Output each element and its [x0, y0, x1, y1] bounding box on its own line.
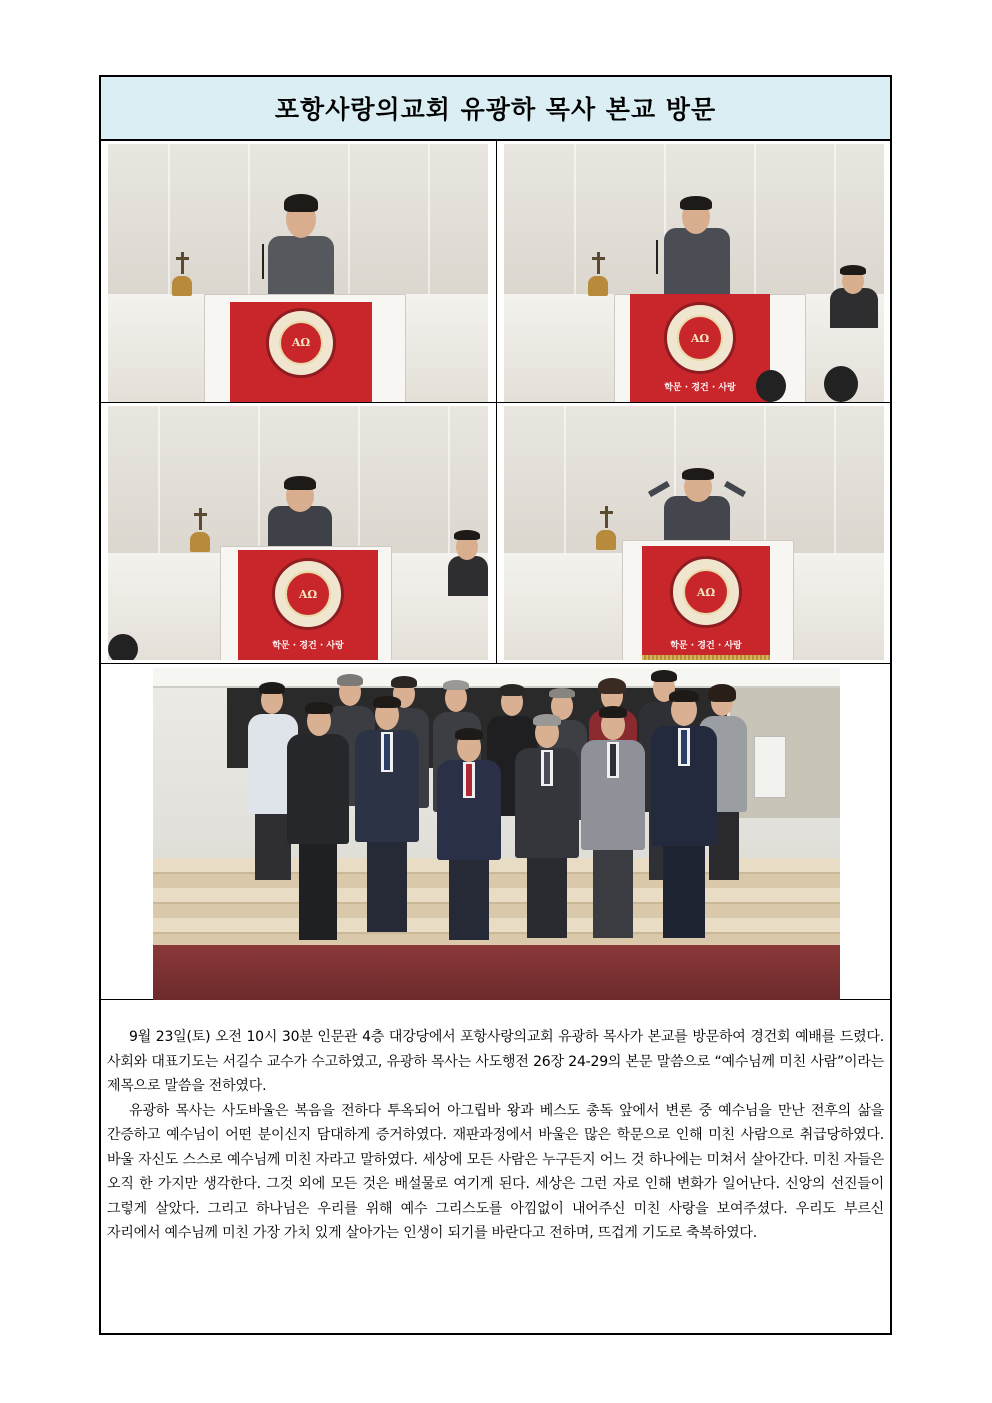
bell-icon [596, 530, 616, 550]
photo-preacher-1 [108, 144, 488, 402]
bell-icon [588, 276, 608, 296]
bell-icon [190, 532, 210, 552]
audience-head [108, 634, 138, 660]
university-seal-icon: AΩ [670, 556, 742, 628]
microphone-icon [262, 244, 264, 279]
article-paragraph-1: 9월 23일(토) 오전 10시 30분 인문관 4층 대강당에서 포항사랑의교회 유광하 목사가 본교를 방문하여 경건회 예배를 드렸다. 사회와 대표기도는 서길수 교수가 수고하였고, 유광하 목사는 사도행전 26장 24-29의 본문 말씀으로 “예수님께 미친 사람”이라는 제목으로 말씀을 전하였다. [107, 1029, 884, 1094]
page-title: 포항사랑의교회 유광하 목사 본교 방문 [274, 95, 717, 124]
article-body [101, 1001, 890, 1331]
air-conditioner [754, 736, 786, 798]
university-banner: AΩ 학문 · 경건 · 사랑 [642, 546, 770, 660]
university-seal-icon [266, 308, 336, 378]
photo-benediction [504, 406, 884, 660]
audience-head [824, 366, 858, 402]
photo-preacher-2 [504, 144, 884, 402]
photo-grid [101, 141, 890, 663]
banner-motto: 학문 · 경건 · 사랑 [664, 383, 736, 393]
university-seal-icon: AΩ [664, 302, 736, 374]
photo-image [108, 144, 488, 402]
title-bar [101, 77, 890, 141]
university-banner [630, 294, 770, 402]
group-photo [153, 668, 840, 1000]
carpet [153, 945, 840, 1000]
article-paragraph-2: 유광하 목사는 사도바울은 복음을 전하다 투옥되어 아그립바 왕과 베스도 총독 앞에서 변론 중 예수님을 만난 전후의 삶을 간증하고 예수님이 어떤 분이신지 담대하게 증거하였다. 재판과정에서 바울은 많은 학문으로 인해 미친 사람으로 취급당하였다. 바울 자신도 스스로 예수님께 미친 자라고 말하였다. 세상에 모든 사람은 누구든지 어느 것 하나에는 미쳐서 살아간다. 미친 자들은 오직 한 가지만 생각한다. 그것 외에 모든 것은 배설물로 여기게 된다. 세상은 그런 자로 인해 변화가 일어난다. 신앙의 선진들이 그렇게 살았다. 그리고 하나님은 우리를 위해 예수 그리스도를 아낌없이 내어주신 미친 사랑을 보여주셨다. 우리도 부르신 자리에서 예수님께 미친 가장 가치 있게 살아가는 인생이 되기를 바란다고 전하며, 뜨겁게 기도로 축복하였다. [107, 1102, 884, 1241]
university-seal-icon: AΩ [272, 558, 344, 630]
photo-image [108, 406, 488, 660]
university-banner: AΩ 학문 · 경건 · 사랑 [238, 550, 378, 660]
audience-head [756, 370, 786, 402]
grid-divider-horizontal [101, 402, 890, 403]
photo-image [504, 406, 884, 660]
university-banner [230, 302, 372, 402]
photo-image [504, 144, 884, 402]
seal-letters: AΩ [279, 321, 324, 366]
photo-prayer-leader [108, 406, 488, 660]
group-photo-row [101, 663, 890, 1000]
microphone-icon [656, 240, 658, 274]
bell-icon [172, 276, 192, 296]
document-frame [99, 75, 892, 1335]
